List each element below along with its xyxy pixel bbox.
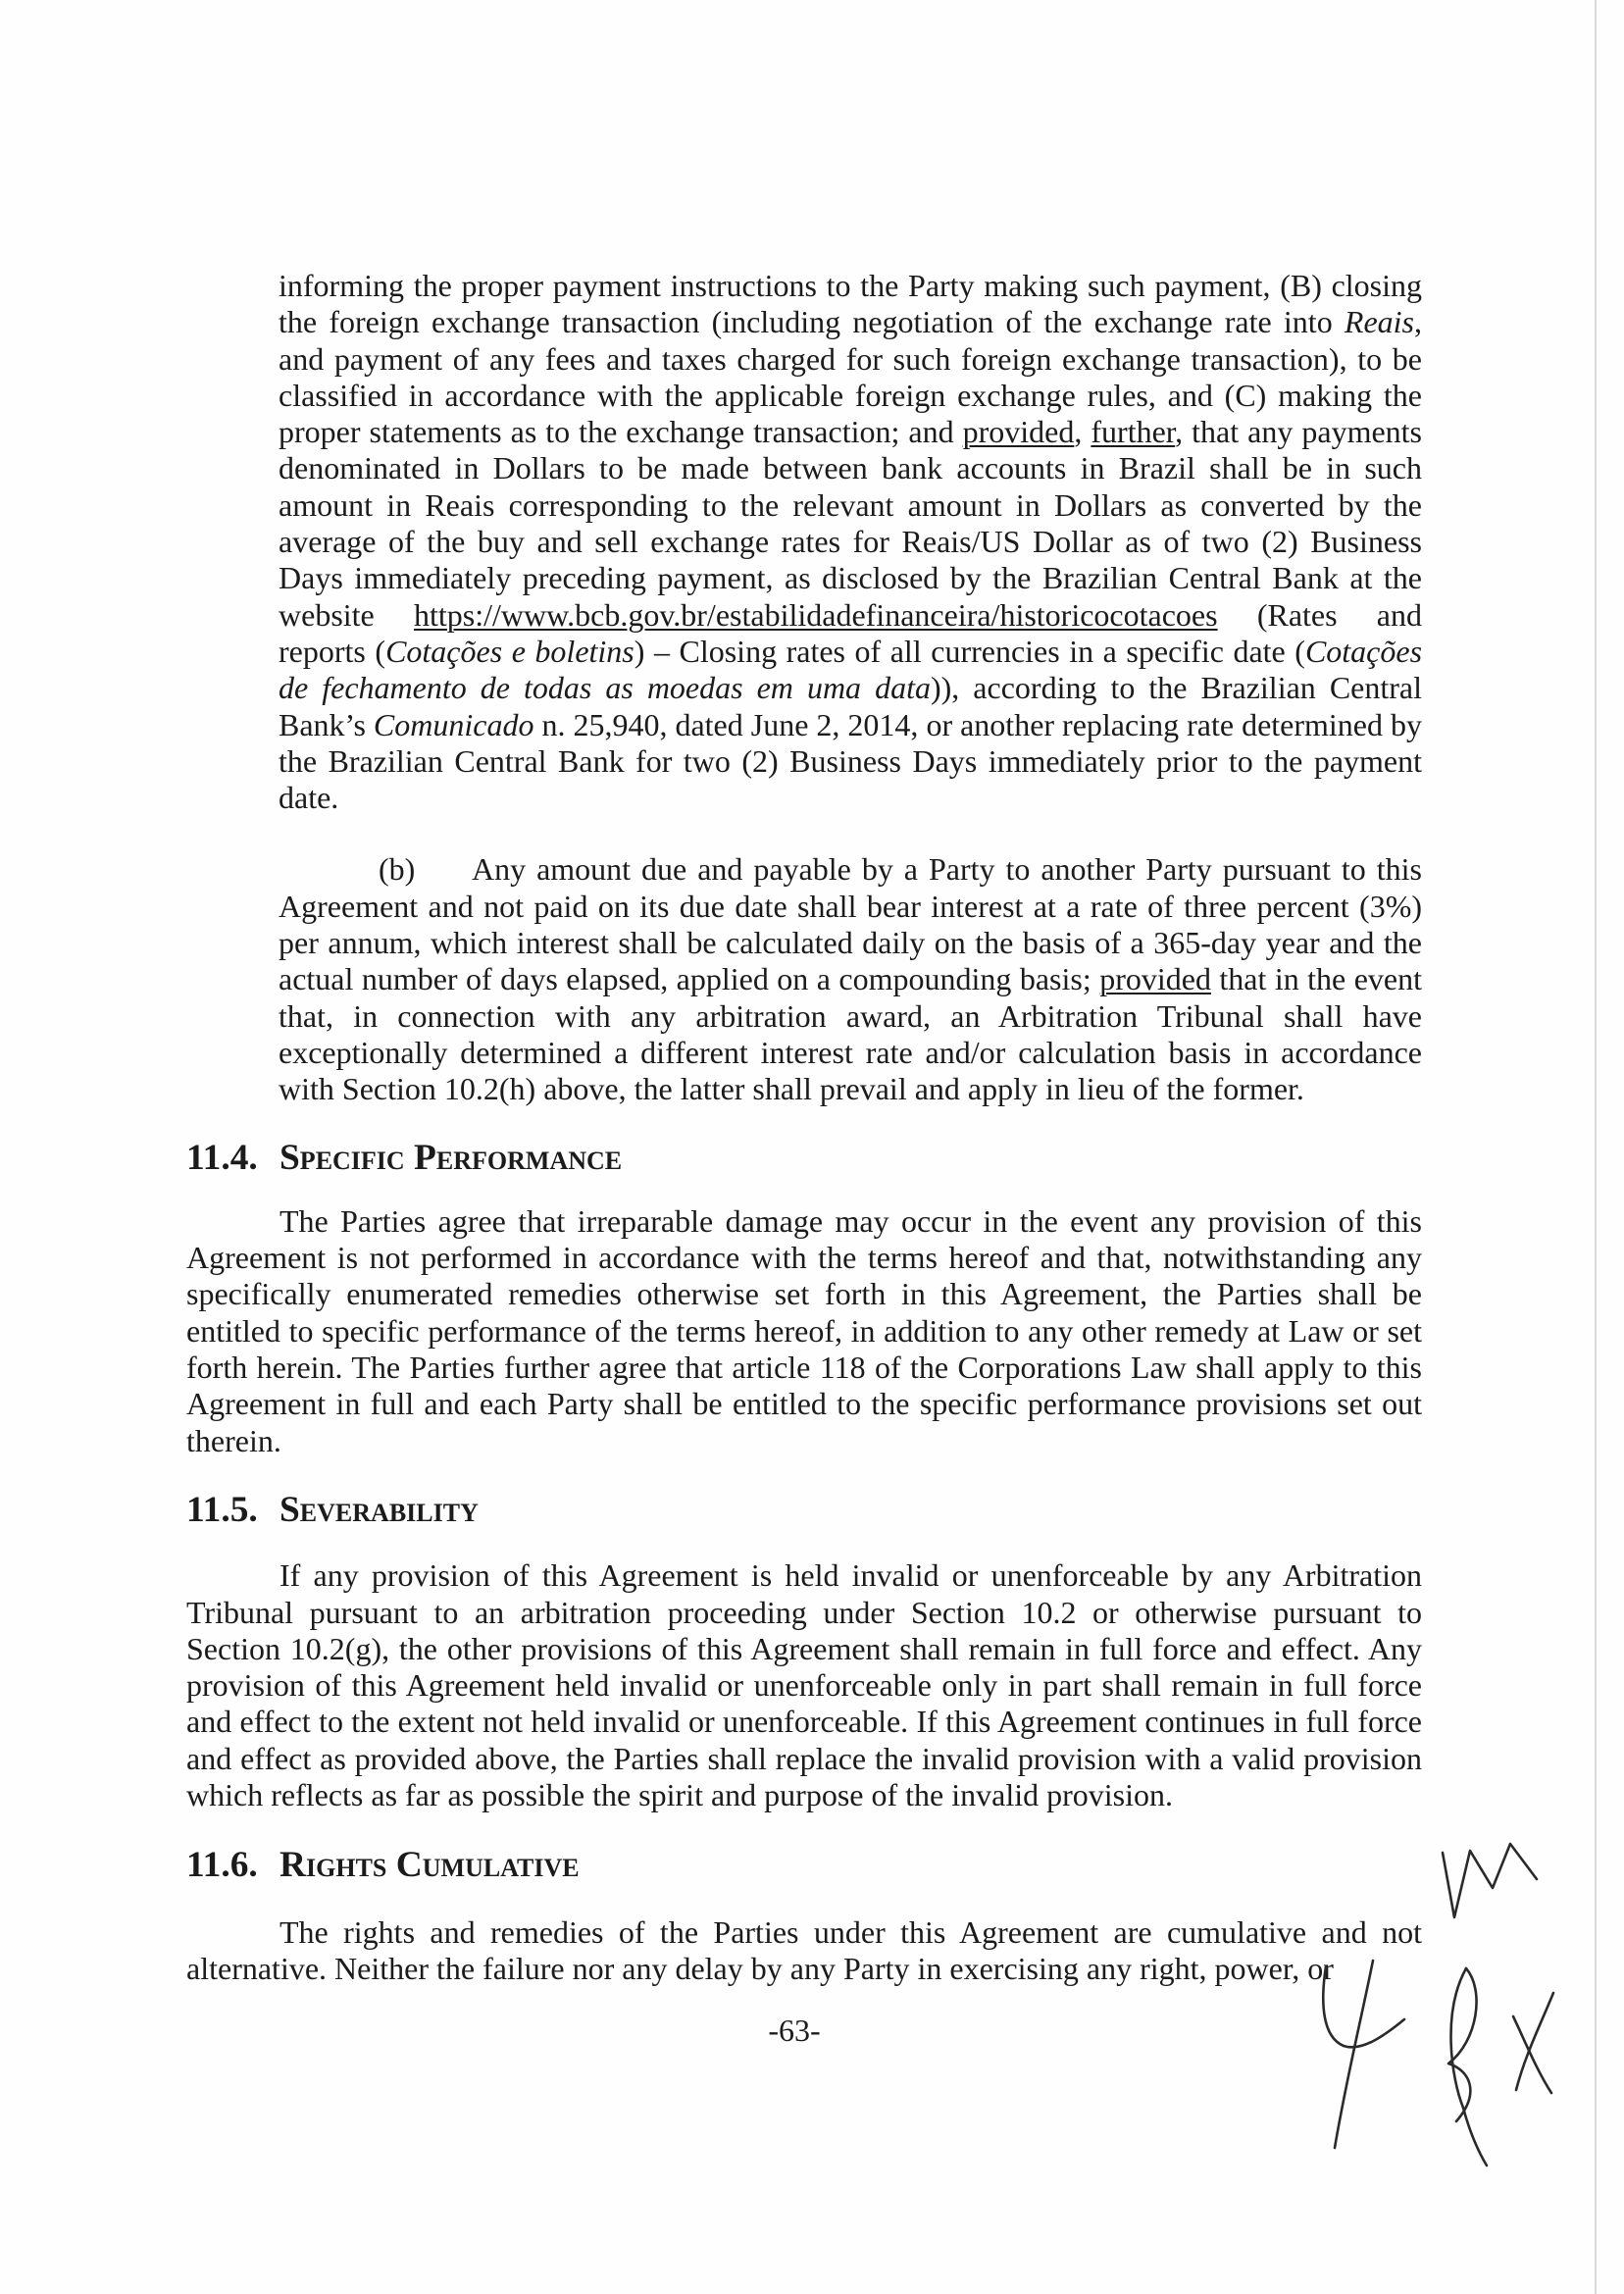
initials-mark-2-stem <box>1335 1961 1373 2148</box>
continuation-text-1: informing the proper payment instructions to the Party making such payment, (B) closing the foreign exchange transaction (including negotiation of the exchange rate into <box>279 268 1422 340</box>
section-title: Rights Cumulative <box>279 1845 580 1886</box>
page-number: -63- <box>768 2013 821 2048</box>
item-b-label: (b) <box>379 851 416 888</box>
initials-mark-1 <box>1443 1844 1537 1917</box>
italic-comunicado: Comunicado <box>373 706 534 742</box>
italic-cotacoes-boletins: Cotações e boletins <box>385 633 634 669</box>
underlined-provided: provided <box>962 414 1075 450</box>
item-b-text-1: Any amount due and payable by a Party to another Party pursuant to this Agreement and not paid on its due date shall bear interest at a rate of three percent (3%) per annum, which interest shall be calculated daily on the basis of a 365-day year and the actual number of days elapsed, applied on a compounding basis; <box>279 851 1422 997</box>
italic-cotacoes-fechamento: Cotações de fechamento de todas as moedas em uma data <box>279 633 1423 706</box>
website-link: https://www.bcb.gov.br/estabilidadefinanceira/historicocotacoes <box>413 596 1218 633</box>
handwritten-initials <box>1294 1805 1589 2177</box>
italic-reais: Reais <box>1344 304 1414 340</box>
section-heading-11-5 <box>186 1489 1422 1530</box>
section-title: Severability <box>279 1489 479 1530</box>
clause-continuation-paragraph <box>279 268 1422 816</box>
continuation-text-5: (Rates and reports ( <box>279 596 1422 669</box>
continuation-text-3: , <box>1074 414 1091 450</box>
initials-mark-3-inner <box>1448 1968 1477 2121</box>
continuation-text-4: , that any payments denominated in Dollars to be made between bank accounts in Brazil shall be in such amount in Reais corresponding to the relevant amount in Dollars as converted by the average of the buy and sell exchange rates for Reais/US Dollar as of two (2) Business Days immediately preceding payment, as disclosed by the Brazilian Central Bank at the website <box>279 414 1423 633</box>
initials-mark-4-stroke-a <box>1516 1993 1553 2090</box>
item-b-text-2: that in the event that, in connection with any arbitration award, an Arbitration Tribunal shall have exceptionally determined a different interest rate and/or calculation basis in accordance with Section 10.2(h) above, the latter shall prevail and apply in lieu of the former. <box>279 961 1423 1107</box>
scan-edge-line <box>1595 0 1597 2294</box>
item-b-underlined-provided: provided <box>1099 961 1211 997</box>
document-body <box>186 268 1422 1987</box>
section-heading-11-6 <box>186 1845 1422 1886</box>
section-body-11-6: The rights and remedies of the Parties under this Agreement are cumulative and not alternative. Neither the failure nor any delay by any Party in exercising any right, power, or <box>186 1913 1422 1986</box>
continuation-text-8: n. 25,940, dated June 2, 2014, or another replacing rate determined by the Brazilian Central Bank for two (2) Business Days immediately prior to the payment date. <box>279 706 1423 816</box>
continuation-text-6: ) – Closing rates of all currencies in a specific date ( <box>634 633 1305 669</box>
item-b-paragraph <box>279 851 1422 1107</box>
section-body-11-5: If any provision of this Agreement is held invalid or unenforceable by any Arbitration Tribunal pursuant to an arbitration proceeding under Section 10.2 or otherwise pursuant to Section 10.2(g), the other provisions of this Agreement shall remain in full force and effect. Any provision of this Agreement held invalid or unenforceable only in part shall remain in full force and effect to the extent not held invalid or unenforceable. If this Agreement continues in full force and effect as provided above, the Parties shall replace the invalid provision with a valid provision which reflects as far as possible the spirit and purpose of the invalid provision. <box>186 1557 1422 1812</box>
continuation-text-2: , and payment of any fees and taxes charged for such foreign exchange transaction), to be classified in accordance with the applicable foreign exchange rules, and (C) making the proper statements as to the exchange transaction; and <box>279 304 1422 450</box>
continuation-text-7: )), according to the Brazilian Central Bank’s <box>279 670 1423 742</box>
section-number: 11.4. <box>186 1137 258 1178</box>
section-body-11-4: The Parties agree that irreparable damage may occur in the event any provision of this Agreement is not performed in accordance with the terms hereof and that, notwithstanding any specifically enumerated remedies otherwise set forth in this Agreement, the Parties shall be entitled to specific performance of the terms hereof, in addition to any other remedy at Law or set forth herein. The Parties further agree that article 118 of the Corporations Law shall apply to this Agreement in full and each Party shall be entitled to the specific performance provisions set out therein. <box>186 1202 1422 1458</box>
section-number: 11.6. <box>186 1845 258 1886</box>
underlined-further: further <box>1091 414 1176 450</box>
section-heading-11-4 <box>186 1137 1422 1178</box>
section-number: 11.5. <box>186 1489 258 1530</box>
section-title: Specific Performance <box>279 1137 623 1178</box>
